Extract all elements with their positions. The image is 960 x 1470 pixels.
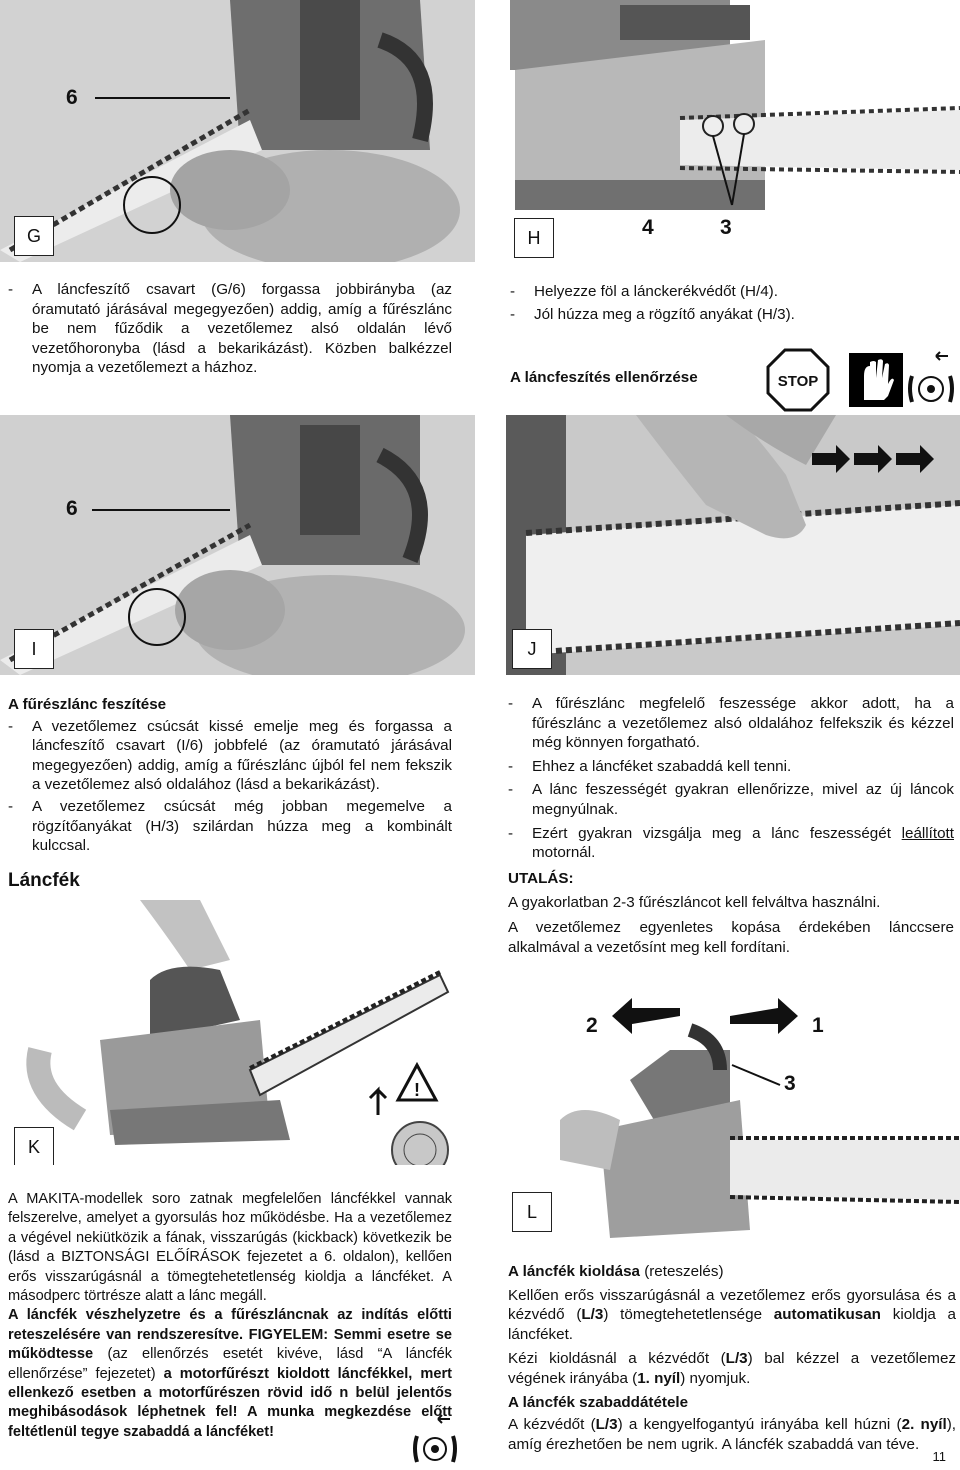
text-l-heading-1-bold: A láncfék kioldása <box>508 1263 640 1280</box>
section-title-chain-brake: Láncfék <box>8 870 80 891</box>
text-h-item-2: - Jól húzza meg a rögzítő anyákat (H/3). <box>510 305 950 325</box>
figure-l-illustration <box>500 990 960 1238</box>
chain-brake-icon-bottom <box>412 1414 458 1468</box>
note-text-2: A vezetőlemez egyenletes kopása érdekében lánccsere alkalmával a vezetősínt meg kell fordítani. <box>508 918 954 956</box>
text-block-k <box>8 1190 452 1442</box>
figure-j-illustration <box>506 415 960 675</box>
text-block-i <box>8 695 452 856</box>
text-block-j <box>508 694 954 957</box>
text-l-paragraph-3 <box>508 1415 956 1454</box>
text-l-p3-c: ) a kengyelfogantyú irányába kell húzni ( <box>617 1416 902 1434</box>
text-j-item-4-underlined: leállított <box>901 824 954 842</box>
text-l-p1-d: automatikusan <box>773 1306 881 1324</box>
figure-g-illustration <box>0 0 475 262</box>
figure-i-illustration <box>0 415 475 675</box>
text-l-p3-e: ), amíg érezhetően be nem ugrik. A láncfék szabaddá van téve. <box>508 1416 956 1453</box>
glove-icon <box>848 352 904 408</box>
figure-l-photo <box>500 990 960 1238</box>
note-text-1: A gyakorlatban 2-3 fűrészláncot kell felváltva használni. <box>508 894 881 912</box>
text-l-p1-c: ) tömegtehetetlensége <box>603 1306 774 1324</box>
figure-i-callout: 6 <box>66 497 78 520</box>
figure-l-callout-2: 2 <box>586 1014 598 1037</box>
page-number: 11 <box>932 1449 946 1464</box>
figure-i-label: I <box>14 629 54 669</box>
figure-i-photo <box>0 415 475 675</box>
text-block-h <box>510 282 950 324</box>
text-l-p3-a: A kézvédőt ( <box>508 1416 596 1434</box>
text-l-p1-a: Kellően erős visszarúgásnál a vezetőlemez erős gyorsulása és a kézvédő ( <box>508 1286 956 1324</box>
figure-k-illustration <box>0 900 475 1165</box>
text-k-paragraph-2 <box>8 1306 452 1442</box>
text-block-g <box>8 280 452 378</box>
stop-sign-icon <box>766 348 830 412</box>
note-heading: UTALÁS: <box>508 869 574 887</box>
figure-j-photo <box>506 415 960 675</box>
text-g-item-1: - A láncfeszítő csavart (G/6) forgassa jobbirányba (az óramutató járásával megegyezően) addig, amíg a fűrészlánc be nem fűződik a vezetőlemez alsó oldalán lévő vezetőhoronyba (lásd a bekarikázást). Közben balkézzel nyomja a vezetőlemezt a házhoz. <box>8 280 452 378</box>
text-l-p3-b: L/3 <box>595 1416 618 1434</box>
text-l-heading-1-normal: (reteszelés) <box>639 1263 724 1280</box>
figure-h-callout-3: 3 <box>720 216 732 239</box>
figure-k-label: K <box>14 1127 54 1165</box>
text-i-item-1: - A vezetőlemez csúcsát kissé emelje meg és forgassa a láncfeszítő csavart (I/6) jobbfelé (az óramutató járásával megegyezően) addig, amíg a fűrészlánc újból fel nem fekszik a vezetőlemez alsó oldalához (lásd a bekarikázást). <box>8 717 452 795</box>
text-l-p2-d: 1. nyíl <box>637 1369 681 1387</box>
figure-k-photo <box>0 900 475 1165</box>
text-k-warning-bold-1: A láncfék vészhelyzetre és a fűrészláncnak az indítás előtti reteszelésére van rendszeresítve. FIGYELEM: Semmi esetre se működtesse <box>8 1307 452 1363</box>
text-l-p2-a: Kézi kioldásnál a kézvédőt ( <box>508 1350 726 1368</box>
figure-l-callout-1: 1 <box>812 1014 824 1037</box>
text-l-p2-e: ) nyomjuk. <box>680 1369 751 1387</box>
figure-h-photo <box>500 0 960 262</box>
stop-sign-text: STOP <box>777 373 819 390</box>
figure-g-photo <box>0 0 475 262</box>
text-i-item-2: - A vezetőlemez csúcsát még jobban megemelve a rögzítőanyákat (H/3) szilárdan húzza meg a kombinált kulccsal. <box>8 797 452 856</box>
text-l-p2-c: ) bal kézzel a vezetőlemez végének irányába ( <box>508 1350 956 1387</box>
text-j-item-4-a: Ezért gyakran vizsgálja meg a lánc feszességét <box>532 824 902 842</box>
figure-h-callout-4: 4 <box>642 216 654 239</box>
text-k-warning-normal: (az ellenőrzés esetét kivéve, lásd “A láncfék ellenőrzése” fejezetet) <box>8 1346 452 1382</box>
figure-j-label: J <box>512 629 552 669</box>
text-l-p1-b: L/3 <box>581 1306 604 1324</box>
figure-h-label: H <box>514 218 554 258</box>
text-j-item-3: - A lánc feszességét gyakran ellenőrizze, mivel az új láncok megnyúlnak. <box>508 780 954 819</box>
text-j-item-2: - Ehhez a láncféket szabaddá kell tenni. <box>508 757 954 777</box>
text-l-heading-1 <box>508 1262 956 1282</box>
svg-text:!: ! <box>414 1080 420 1100</box>
text-l-p2-b: L/3 <box>725 1350 748 1368</box>
heading-chain-tensioning: A fűrészlánc feszítése <box>8 696 167 713</box>
text-l-paragraph-2 <box>508 1349 956 1388</box>
text-k-warning-bold-2: a motorfűrészt kioldott láncfékkel, mert ellenkező esetben a motorfűrészen rövid idő n belül jelentős meghibásodások léphetnek fel! A munka megkezdése előtt feltétlenül tegye szabaddá a láncféket! <box>8 1365 452 1440</box>
figure-l-label: L <box>512 1192 552 1232</box>
text-j-item-4-b: motornál. <box>532 844 596 862</box>
figure-g-label: G <box>14 216 54 256</box>
text-k-paragraph-1: A MAKITA-modellek soro zatnak megfelelően láncfékkel vannak felszerelve, amelyet a gyorsulás hoz működésbe. Ha a vezetőlemez a végével nekiütközik a fának, visszarúgás (kickback) következik be (lásd a BIZTONSÁGI ELŐÍRÁSOK fejezetet a 6. oldalon), kellően erős visszarúgásnál a tömegtehetetlenség kioldja a láncféket. A másodperc törtrésze alatt a lánc megáll. <box>8 1191 452 1305</box>
text-h-item-1: - Helyezze föl a lánckerékvédőt (H/4). <box>510 282 950 302</box>
text-block-l <box>508 1262 956 1454</box>
text-j-item-4 <box>508 824 954 863</box>
chain-brake-icon <box>906 350 956 410</box>
text-l-p1-e: kioldja a láncféket. <box>508 1306 956 1343</box>
figure-g-callout: 6 <box>66 86 78 109</box>
text-l-p3-d: 2. nyíl <box>901 1416 947 1434</box>
text-l-paragraph-1 <box>508 1286 956 1345</box>
figure-l-callout-3: 3 <box>784 1072 796 1095</box>
heading-chain-tension-check: A láncfeszítés ellenőrzése <box>510 369 698 386</box>
text-l-heading-2: A láncfék szabaddátétele <box>508 1393 689 1411</box>
text-j-item-1: - A fűrészlánc megfelelő feszessége akkor adott, ha a fűrészlánc a vezetőlemez alsó oldalához felfekszik és kézzel még könnyen forgatható. <box>508 694 954 753</box>
